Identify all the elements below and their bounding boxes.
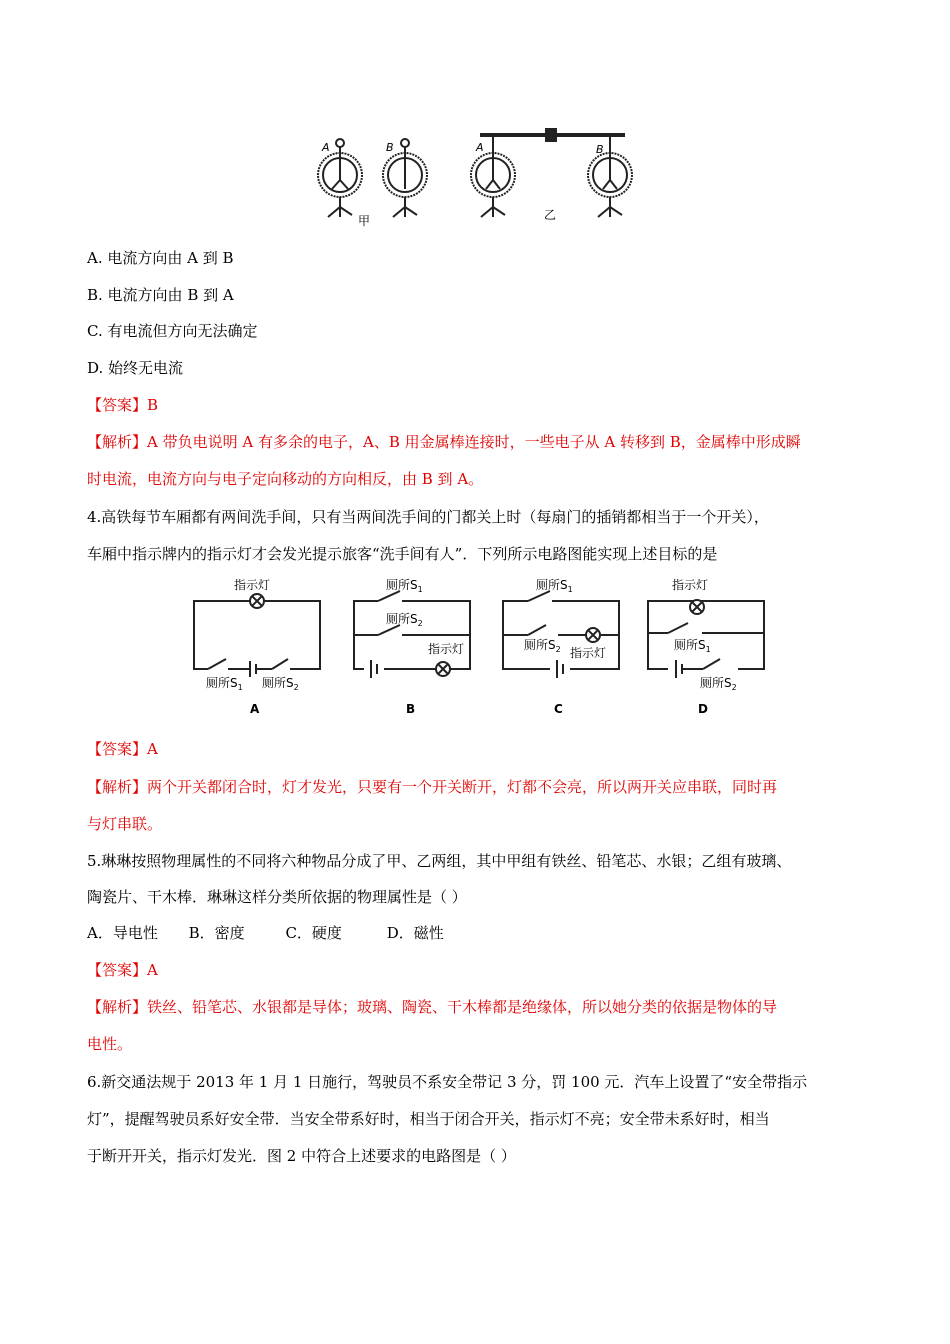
circuit-c-s1-label: 厕所$S_1$: [536, 578, 573, 594]
circuit-d-s2-label: 厕所$S_2$: [700, 676, 737, 692]
q3-analysis-line2: 时电流，电流方向与电子定向移动的方向相反，由 B 到 A。: [87, 470, 484, 488]
q5-option-c: C．硬度: [285, 924, 342, 942]
q6-stem-line1: 6.新交通法规于 2013 年 1 月 1 日施行，驾驶员不系安全带记 3 分，罚 100 元．汽车上设置了“安全带指示: [87, 1073, 808, 1091]
circuit-c-s2-label: 厕所$S_2$: [524, 638, 561, 654]
label-yi: 乙: [544, 208, 557, 222]
circuit-a-lamp-label: 指示灯: [234, 578, 271, 592]
circuit-b-lamp-label: 指示灯: [428, 642, 465, 656]
q3-option-a: A. 电流方向由 A 到 B: [87, 249, 234, 267]
q4-circuits-figure: [188, 575, 768, 720]
circuit-d-s1-label: 厕所$S_1$: [674, 638, 711, 654]
q5-analysis-line1: 【解析】铁丝、铅笔芯、水银都是导体；玻璃、陶瓷、干木棒都是绝缘体，所以她分类的依据是物体的导: [87, 998, 778, 1016]
label-a-left: A: [322, 141, 330, 154]
q4-stem-line2: 车厢中指示牌内的指示灯才会发光提示旅客“洗手间有人”．下列所示电路图能实现上述目标的是: [87, 545, 718, 563]
circuit-b-s2-label: 厕所$S_2$: [386, 612, 423, 628]
circuit-a-letter: A: [250, 702, 260, 716]
q5-answer: 【答案】A: [87, 961, 158, 979]
circuit-b-letter: B: [406, 702, 416, 716]
q5-stem-line2: 陶瓷片、干木棒．琳琳这样分类所依据的物理属性是（ ）: [87, 888, 467, 906]
circuit-c-lamp-label: 指示灯: [570, 646, 607, 660]
label-b-left: B: [386, 141, 394, 154]
q5-options: [87, 922, 444, 944]
circuit-d-letter: D: [698, 702, 708, 716]
q5-stem-line1: 5.琳琳按照物理属性的不同将六种物品分成了甲、乙两组，其中甲组有铁丝、铅笔芯、水银；乙组有玻璃、: [87, 852, 792, 870]
q4-answer: 【答案】A: [87, 740, 158, 758]
q3-option-d: D. 始终无电流: [87, 359, 184, 377]
circuit-b-s1-label: 厕所$S_1$: [386, 578, 423, 594]
q6-stem-line2: 灯”，提醒驾驶员系好安全带．当安全带系好时，相当于闭合开关，指示灯不亮；安全带未系好时，相当: [87, 1110, 770, 1128]
q3-answer: 【答案】B: [87, 396, 159, 414]
q5-option-d: D．磁性: [386, 924, 444, 942]
circuit-c-letter: C: [554, 702, 563, 716]
q3-analysis-line1: 【解析】A 带负电说明 A 有多余的电子，A、B 用金属棒连接时，一些电子从 A 转移到 B，金属棒中形成瞬: [87, 433, 801, 451]
q5-analysis-line2: 电性。: [87, 1035, 133, 1053]
q6-stem-line3: 于断开开关，指示灯发光．图 2 中符合上述要求的电路图是（ ）: [87, 1147, 516, 1165]
electroscope-figure: [310, 125, 640, 230]
q4-stem-line1: 4.高铁每节车厢都有两间洗手间，只有当两间洗手间的门都关上时（每扇门的插销都相当于一个开关），: [87, 508, 769, 526]
label-b-right: B: [596, 143, 604, 156]
q3-option-c: C. 有电流但方向无法确定: [87, 322, 258, 340]
q4-analysis-line1: 【解析】两个开关都闭合时，灯才发光，只要有一个开关断开，灯都不会亮，所以两开关应串联，同时再: [87, 778, 778, 796]
label-jia: 甲: [358, 214, 371, 228]
circuit-d-lamp-label: 指示灯: [672, 578, 709, 592]
q5-option-b: B．密度: [188, 924, 245, 942]
circuit-a-s1-label: 厕所$S_1$: [206, 676, 243, 692]
q5-option-a: A．导电性: [87, 924, 158, 942]
circuit-a-s2-label: 厕所$S_2$: [262, 676, 299, 692]
label-a-right: A: [476, 141, 484, 154]
q3-option-b: B. 电流方向由 B 到 A: [87, 286, 234, 304]
q4-analysis-line2: 与灯串联。: [87, 815, 163, 833]
